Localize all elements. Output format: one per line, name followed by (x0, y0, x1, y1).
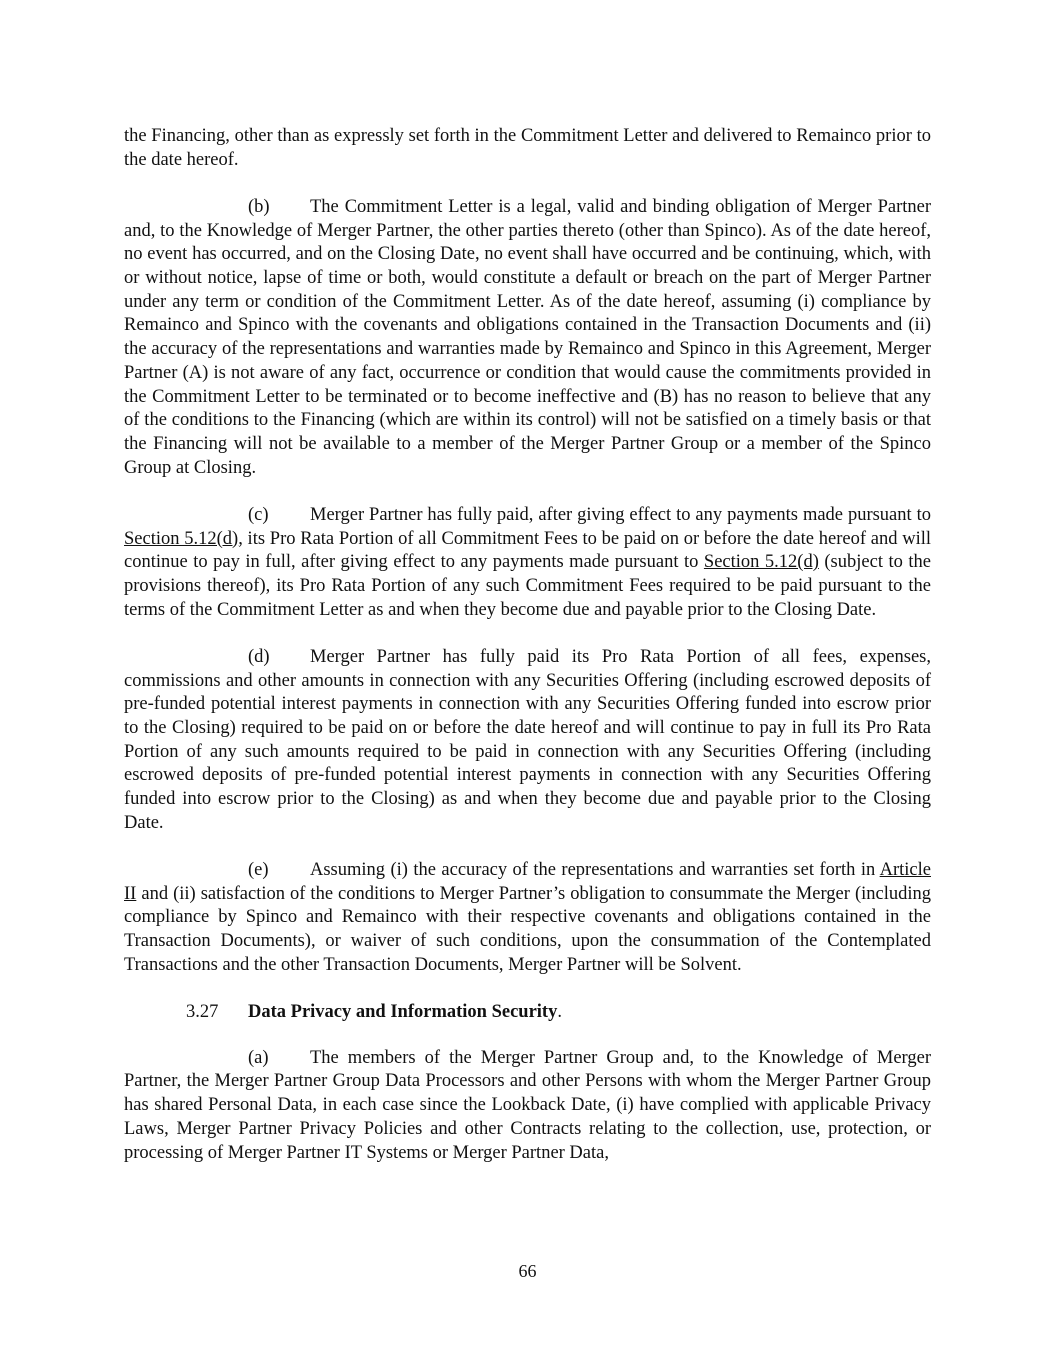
paragraph-c: (c) Merger Partner has fully paid, after giving effect to any payments made pursuant to Section 5.12(d), its Pro Rata Portion of all Commitment Fees to be paid on or before the date hereof and will continue to pay in full, after giving effect to any payments made pursuant to Section 5.12(d) (subject to the provisions thereof), its Pro Rata Portion of any such Commitment Fees required to be paid pursuant to the terms of the Commitment Letter as and when they become due and payable prior to the Closing Date. (124, 504, 931, 620)
section-heading: 3.27 Data Privacy and Information Security. (186, 1001, 931, 1025)
label-e: (e) (248, 859, 269, 880)
text-d: Merger Partner has fully paid its Pro Rata Portion of all fees, expenses, commissions and other amounts in connection with any Securities Offering (including escrowed deposits of pre-funded potential interest payments in connection with any Securities Offering funded into escrow prior to the Closing) required to be paid on or before the date hereof and will continue to pay in full its Pro Rata Portion of any such amounts required to be paid in connection with any Securities Offering (including escrowed deposits of pre-funded potential interest payments in connection with any Securities Offering funded into escrow prior to the Closing) as and when they become due and payable prior to the Closing Date. (124, 646, 931, 833)
paragraph-a (124, 1047, 931, 1166)
paragraph-d (124, 646, 931, 836)
text-a: The members of the Merger Partner Group and, to the Knowledge of Merger Partner, the Merger Partner Group Data Processors and other Persons with whom the Merger Partner Group has shared Personal Data, in each case since the Lookback Date, (i) have complied with applicable Privacy Laws, Merger Partner Privacy Policies and other Contracts relating to the collection, use, protection, or processing of Merger Partner IT Systems or Merger Partner Data, (124, 1047, 931, 1163)
section-number: 3.27 (186, 1002, 219, 1022)
label-c: (c) (248, 504, 269, 525)
text-b: The Commitment Letter is a legal, valid and binding obligation of Merger Partner and, to the Knowledge of Merger Partner, the other parties thereto (other than Spinco). As of the date hereof, no event has occurred, and on the Closing Date, no event shall have occurred and be continuing, which, with or without notice, lapse of time or both, would constitute a default or breach on the part of Merger Partner under any term or condition of the Commitment Letter. As of the date hereof, assuming (i) compliance by Remainco and Spinco with the covenants and obligations contained in the Transaction Documents and (ii) the accuracy of the representations and warranties made by Remainco and Spinco in this Agreement, Merger Partner (A) is not aware of any fact, occurrence or condition that would cause the commitments provided in the Commitment Letter to be terminated or to become ineffective and (B) has no reason to believe that any of the conditions to the Financing (which are within its control) will not be satisfied on a timely basis or that the Financing will not be available to a member of the Merger Partner Group or a member of the Spinco Group at Closing. (124, 196, 931, 478)
paragraph-e: (e) Assuming (i) the accuracy of the representations and warranties set forth in Article II and (ii) satisfaction of the conditions to Merger Partner’s obligation to consummate the Merger (including compliance by Spinco and Remainco with their respective covenants and obligations contained in the Transaction Documents), or waiver of such conditions, upon the consummation of the Contemplated Transactions and the other Transaction Documents, Merger Partner will be Solvent. (124, 859, 931, 975)
article-ref-link[interactable]: Article II (124, 859, 931, 904)
section-ref-link[interactable]: Section 5.12(d) (124, 528, 239, 549)
page-number: 66 (518, 1261, 537, 1281)
paragraph-b (124, 196, 931, 480)
label-a: (a) (248, 1047, 269, 1068)
paragraph-continuation: the Financing, other than as expressly set forth in the Commitment Letter and delivered to Remainco prior to the date hereof. (124, 126, 931, 170)
label-d: (d) (248, 646, 270, 667)
section-ref-link[interactable]: Section 5.12(d) (703, 552, 819, 573)
document-body (124, 125, 931, 1189)
label-b: (b) (248, 196, 270, 217)
section-title: Data Privacy and Information Security (248, 1002, 558, 1022)
